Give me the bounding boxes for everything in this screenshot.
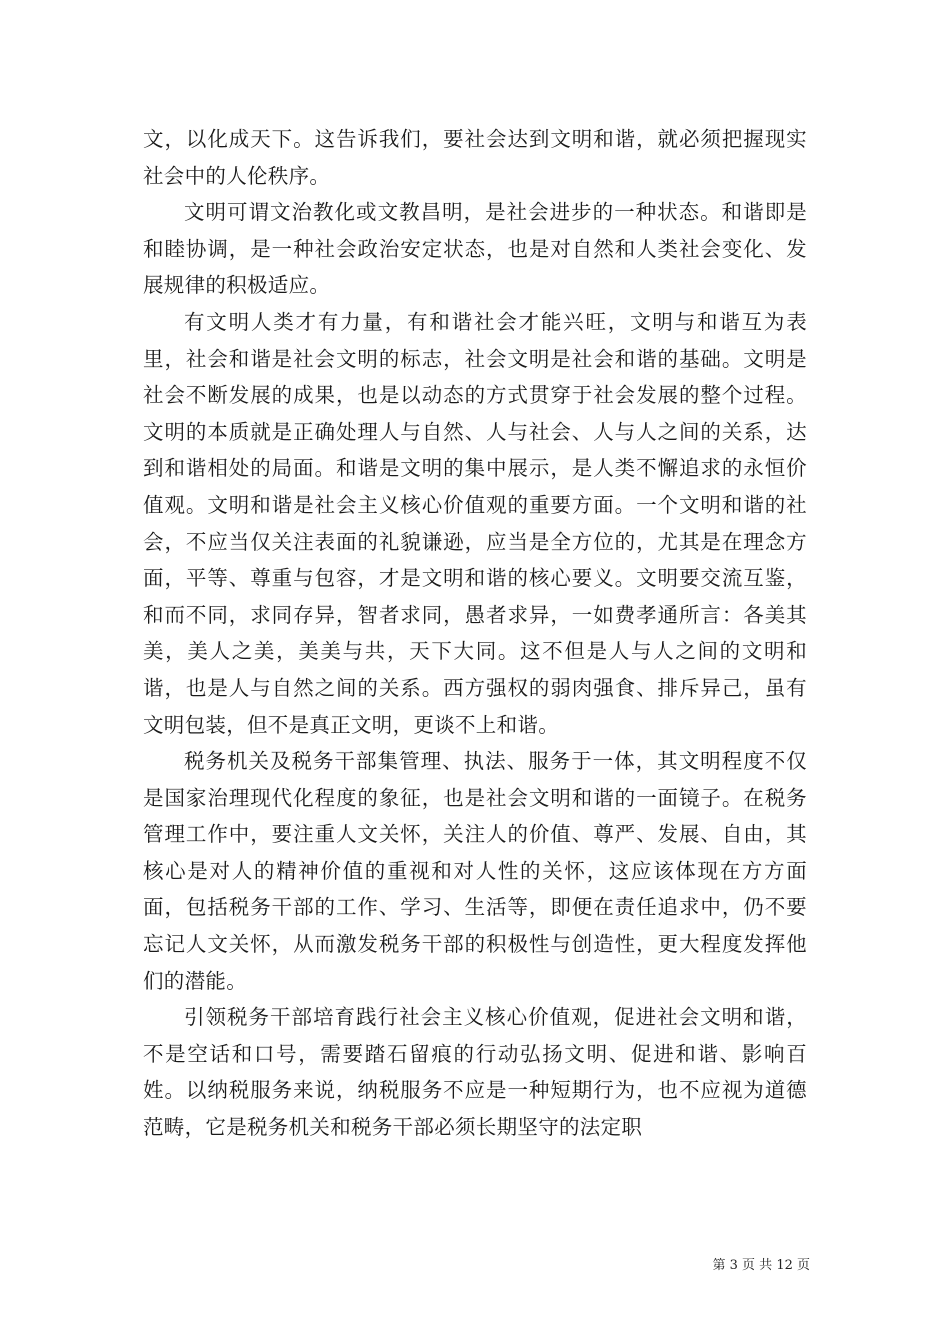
document-body [143, 121, 807, 1146]
paragraph-3: 有文明人类才有力量，有和谐社会才能兴旺，文明与和谐互为表里，社会和谐是社会文明的标志，社会文明是社会和谐的基础。文明是社会不断发展的成果，也是以动态的方式贯穿于社会发展的整个过程。文明的本质就是正确处理人与自然、人与社会、人与人之间的关系，达到和谐相处的局面。和谐是文明的集中展示，是人类不懈追求的永恒价值观。文明和谐是社会主义核心价值观的重要方面。一个文明和谐的社会，不应当仅关注表面的礼貌谦逊，应当是全方位的，尤其是在理念方面，平等、尊重与包容，才是文明和谐的核心要义。文明要交流互鉴，和而不同，求同存异，智者求同，愚者求异，一如费孝通所言：各美其美，美人之美，美美与共，天下大同。这不但是人与人之间的文明和谐，也是人与自然之间的关系。西方强权的弱肉强食、排斥异己，虽有文明包装，但不是真正文明，更谈不上和谐。 [143, 309, 807, 737]
paragraph-2: 文明可谓文治教化或文教昌明，是社会进步的一种状态。和谐即是和睦协调，是一种社会政治安定状态，也是对自然和人类社会变化、发展规律的积极适应。 [143, 200, 807, 298]
page-number-footer: 第 3 页 共 12 页 [712, 1258, 810, 1273]
paragraph-4: 税务机关及税务干部集管理、执法、服务于一体，其文明程度不仅是国家治理现代化程度的象征，也是社会文明和谐的一面镜子。在税务管理工作中，要注重人文关怀，关注人的价值、尊严、发展、自由，其核心是对人的精神价值的重视和对人性的关怀，这应该体现在方方面面，包括税务干部的工作、学习、生活等，即便在责任追求中，仍不要忘记人文关怀，从而激发税务干部的积极性与创造性，更大程度发挥他们的潜能。 [143, 749, 807, 993]
paragraph-5: 引领税务干部培育践行社会主义核心价值观，促进社会文明和谐，不是空话和口号，需要踏石留痕的行动弘扬文明、促进和谐、影响百姓。以纳税服务来说，纳税服务不应是一种短期行为，也不应视为道德范畴，它是税务机关和税务干部必须长期坚守的法定职 [143, 1005, 807, 1140]
paragraph-1: 文，以化成天下。这告诉我们，要社会达到文明和谐，就必须把握现实社会中的人伦秩序。 [143, 127, 807, 188]
